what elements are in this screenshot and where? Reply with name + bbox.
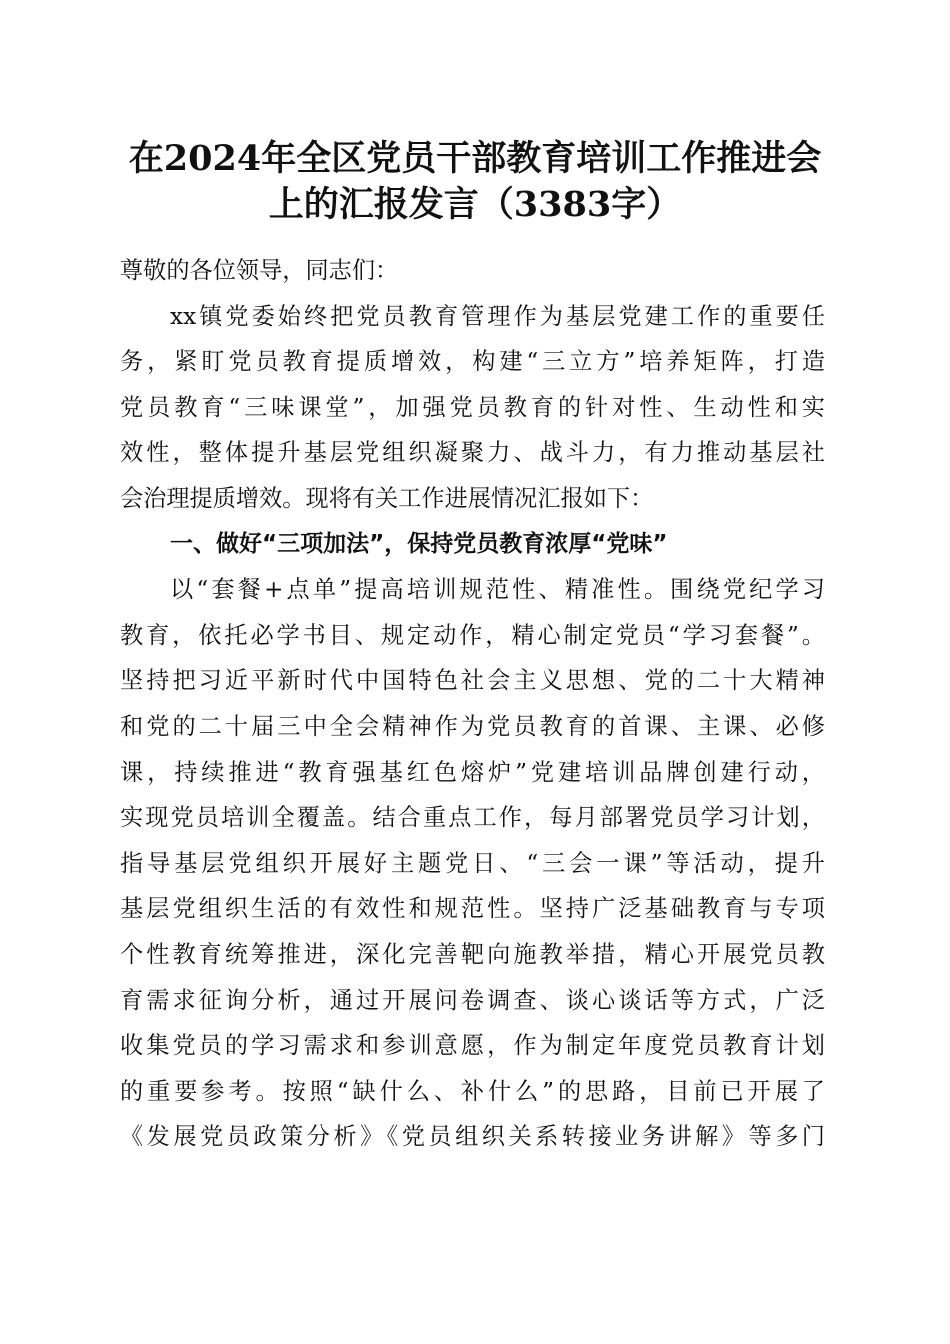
paragraph-line: 的重要参考。按照“缺什么、补什么”的思路，目前已开展了 <box>120 1077 825 1105</box>
section-heading: 一、做好“三项加法”，保持党员教育浓厚“党味” <box>170 530 668 557</box>
paragraph-line: 会治理提质增效。现将有关工作进展情况汇报如下： <box>120 484 654 512</box>
paragraph-line: 《发展党员政策分析》《党员组织关系转接业务讲解》等多门 <box>120 1123 825 1151</box>
paragraph-line: 基层党组织生活的有效性和规范性。坚持广泛基础教育与专项 <box>120 895 825 923</box>
paragraph-line: 务，紧盯党员教育提质增效，构建“三立方”培养矩阵，打造 <box>120 348 825 376</box>
paragraph-line: 效性，整体提升基层党组织凝聚力、战斗力，有力推动基层社 <box>120 439 825 467</box>
paragraph-line: 个性教育统筹推进，深化完善靶向施教举措，精心开展党员教 <box>120 940 825 968</box>
intro-paragraph <box>120 294 825 522</box>
paragraph-line: 教育，依托必学书目、规定动作，精心制定党员“学习套餐”。 <box>120 621 825 649</box>
paragraph-line: 坚持把习近平新时代中国特色社会主义思想、党的二十大精神 <box>120 667 825 695</box>
paragraph-line: 以“套餐+点单”提高培训规范性、精准性。围绕党纪学习 <box>170 576 825 604</box>
paragraph-line: 党员教育“三味课堂”，加强党员教育的针对性、生动性和实 <box>120 393 825 421</box>
title-line-2: 上的汇报发言（3383字） <box>268 184 682 225</box>
paragraph-line: xx镇党委始终把党员教育管理作为基层党建工作的重要任 <box>170 302 825 330</box>
document-title <box>100 136 850 228</box>
section-paragraph <box>120 567 825 1160</box>
paragraph-line: 课，持续推进“教育强基红色熔炉”党建培训品牌创建行动， <box>120 758 825 786</box>
paragraph-line: 育需求征询分析，通过开展问卷调查、谈心谈话等方式，广泛 <box>120 986 825 1014</box>
paragraph-line: 收集党员的学习需求和参训意愿，作为制定年度党员教育计划 <box>120 1032 825 1060</box>
title-line-1: 在2024年全区党员干部教育培训工作推进会 <box>128 138 822 179</box>
paragraph-line: 指导基层党组织开展好主题党日、“三会一课”等活动，提升 <box>120 849 825 877</box>
paragraph-line: 和党的二十届三中全会精神作为党员教育的首课、主课、必修 <box>120 712 825 740</box>
document-body <box>120 248 825 1160</box>
salutation: 尊敬的各位领导，同志们： <box>120 257 399 284</box>
paragraph-line: 实现党员培训全覆盖。结合重点工作，每月部署党员学习计划， <box>120 804 825 832</box>
